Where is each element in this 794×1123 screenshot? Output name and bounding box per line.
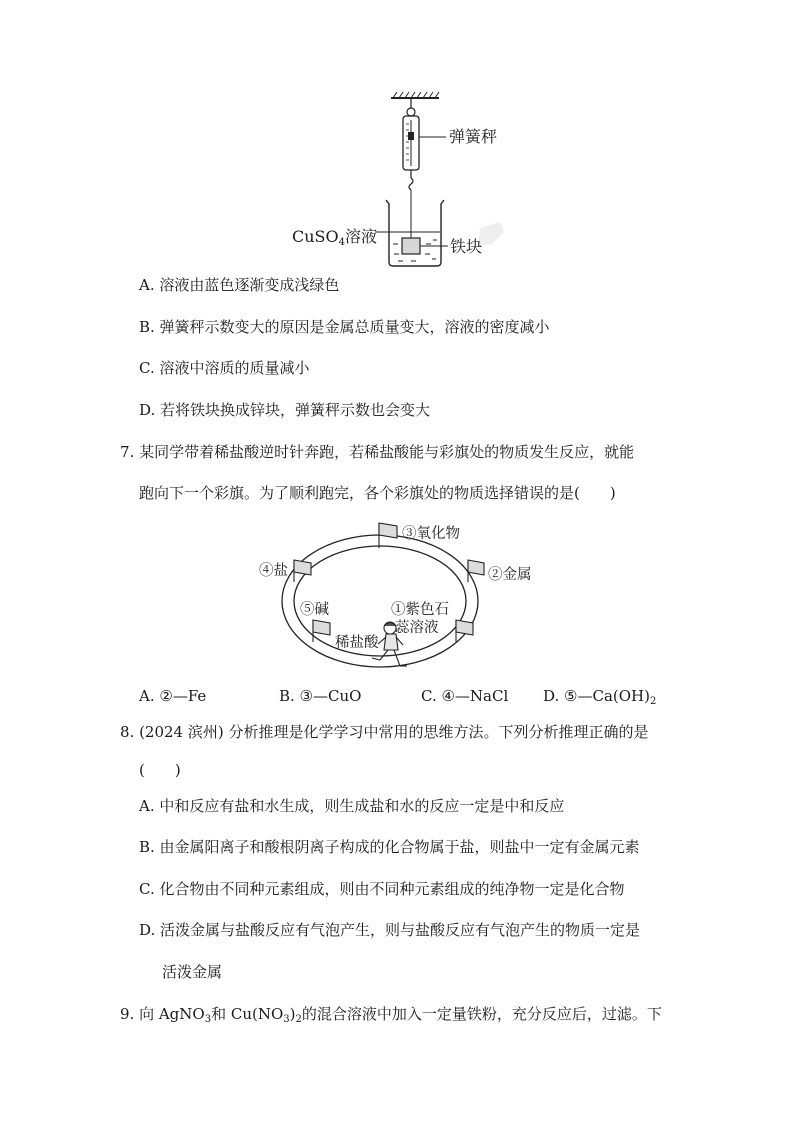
q8-option-d: D. 活泼金属与盐酸反应有气泡产生，则与盐酸反应有气泡产生的物质一定是 xyxy=(139,921,641,939)
q7-option-b: B. ③—CuO xyxy=(279,687,362,705)
q8-option-d-cont: 活泼金属 xyxy=(162,963,223,981)
flag-label-base: ⑤碱 xyxy=(300,602,329,618)
flag-litmus xyxy=(456,620,473,642)
flag-label-litmus-1: ①紫色石 xyxy=(391,602,449,618)
q6-option-c: C. 溶液中溶质的质量减小 xyxy=(139,359,310,377)
flag-label-litmus-2: 蕊溶液 xyxy=(395,620,439,636)
q8-option-c: C. 化合物由不同种元素组成，则由不同种元素组成的纯净物一定是化合物 xyxy=(139,880,625,898)
q7-stem-line2: 跑向下一个彩旗。为了顺利跑完，各个彩旗处的物质选择错误的是( ) xyxy=(139,484,616,502)
flag-label-salt: ④盐 xyxy=(259,563,288,579)
iron-block-label: 铁块 xyxy=(450,237,483,256)
spring-balance-label: 弹簧秤 xyxy=(449,127,498,146)
q8-answer-blank: ( ) xyxy=(139,761,181,779)
q6-option-d: D. 若将铁块换成锌块，弹簧秤示数也会变大 xyxy=(139,401,431,419)
q8-option-a: A. 中和反应有盐和水生成，则生成盐和水的反应一定是中和反应 xyxy=(139,797,565,815)
q8-stem-line1: 8. (2024 滨州) 分析推理是化学学习中常用的思维方法。下列分析推理正确的是 xyxy=(120,723,649,741)
q7-option-c: C. ④—NaCl xyxy=(421,687,509,705)
flag-label-metal: ②金属 xyxy=(488,567,532,583)
q7-option-d: D. $⑤—Ca(OH)_2$ xyxy=(543,687,657,707)
q6-option-a: A. 溶液由蓝色逐渐变成浅绿色 xyxy=(139,276,340,294)
flag-salt xyxy=(294,560,311,582)
flag-metal xyxy=(468,560,484,582)
cuso4-solution-label: CuSO$_4$溶液 xyxy=(292,227,378,248)
flag-oxide xyxy=(379,523,397,548)
q9-stem-line1: 9. 向 AgNO$_3$和 $Cu(NO_3)_2$的混合溶液中加入一定量铁粉，充分反应后，过滤。下 xyxy=(120,1005,662,1025)
q6-option-b: B. 弹簧秤示数变大的原因是金属总质量变大，溶液的密度减小 xyxy=(139,318,550,336)
flag-base xyxy=(313,620,330,642)
q7-option-a: A. ②—Fe xyxy=(139,687,207,705)
q8-option-b: B. 由金属阳离子和酸根阴离子构成的化合物属于盐，则盐中一定有金属元素 xyxy=(139,838,640,856)
flag-label-oxide: ③氧化物 xyxy=(402,526,460,542)
q7-stem-line1: 7. 某同学带着稀盐酸逆时针奔跑，若稀盐酸能与彩旗处的物质发生反应，就能 xyxy=(120,443,635,461)
runner-label: 稀盐酸 xyxy=(335,635,379,651)
